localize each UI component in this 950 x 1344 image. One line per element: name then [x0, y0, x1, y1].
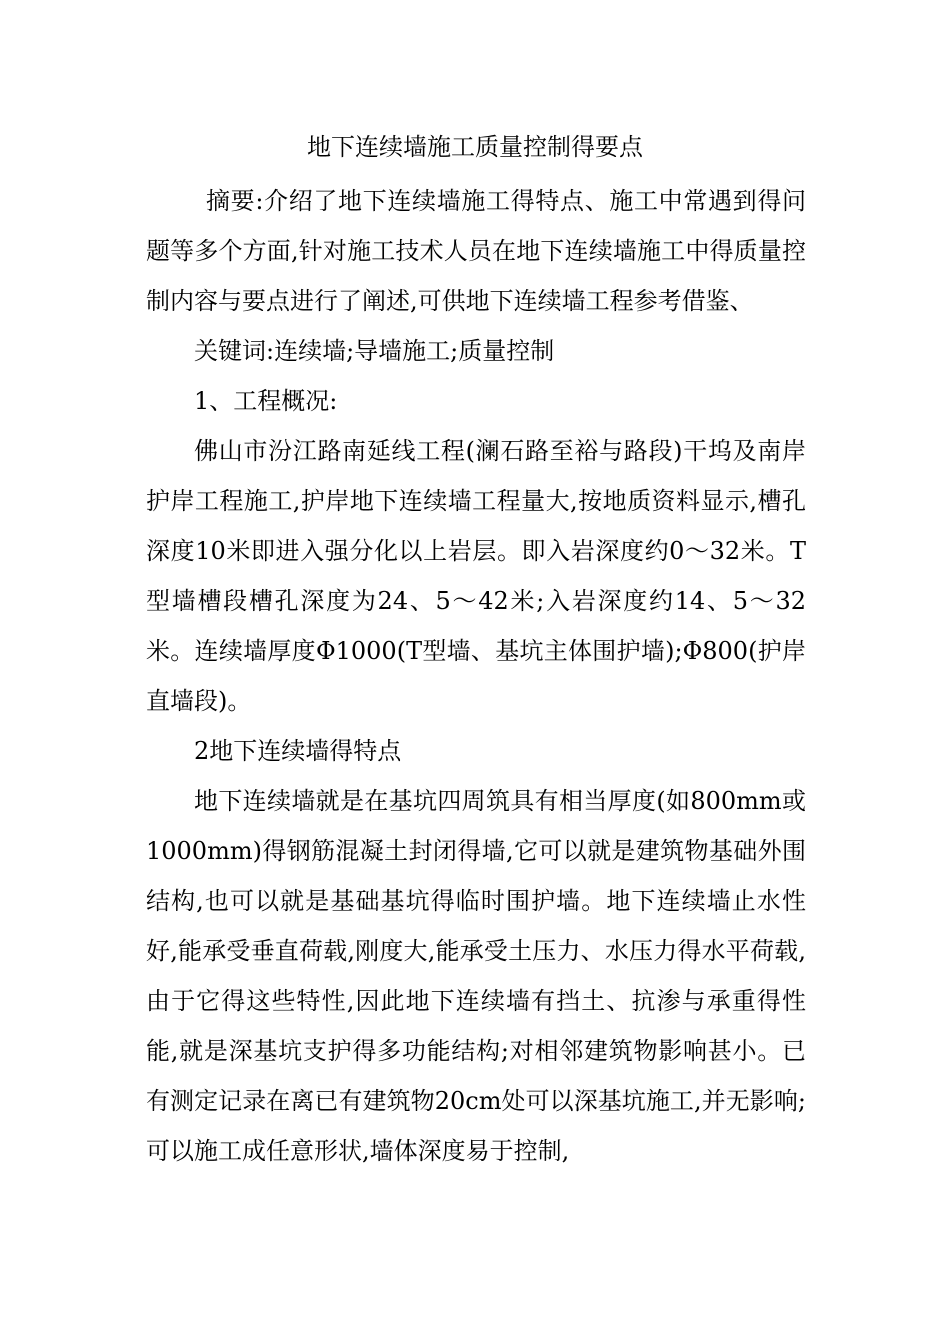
section-2-heading: 2地下连续墙得特点	[194, 737, 402, 765]
section-1-heading: 1、工程概况:	[194, 387, 338, 415]
document-title: 地下连续墙施工质量控制得要点	[307, 133, 643, 161]
section-1-paragraph: 佛山市汾江路南延线工程(澜石路至裕与路段)干坞及南岸护岸工程施工,护岸地下连续墙工程量大,按地质资料显示,槽孔深度10米即进入强分化以上岩层。即入岩深度约0～32米。T型墙槽段槽孔深度为24、5～42米;入岩深度约14、5～32米。连续墙厚度Φ1000(T型墙、基坑主体围护墙);Φ800(护岸直墙段)。	[146, 437, 806, 715]
document-body	[146, 176, 806, 1176]
keywords-paragraph: 关键词:连续墙;导墙施工;质量控制	[194, 337, 555, 365]
section-2-paragraph: 地下连续墙就是在基坑四周筑具有相当厚度(如800mm或1000mm)得钢筋混凝土封闭得墙,它可以就是建筑物基础外围结构,也可以就是基础基坑得临时围护墙。地下连续墙止水性好,能承受垂直荷载,刚度大,能承受土压力、水压力得水平荷载,由于它得这些特性,因此地下连续墙有挡土、抗渗与承重得性能,就是深基坑支护得多功能结构;对相邻建筑物影响甚小。已有测定记录在离已有建筑物20cm处可以深基坑施工,并无影响;可以施工成任意形状,墙体深度易于控制,	[146, 787, 806, 1165]
abstract-paragraph: 摘要:介绍了地下连续墙施工得特点、施工中常遇到得问题等多个方面,针对施工技术人员在地下连续墙施工中得质量控制内容与要点进行了阐述,可供地下连续墙工程参考借鉴、	[146, 187, 806, 315]
